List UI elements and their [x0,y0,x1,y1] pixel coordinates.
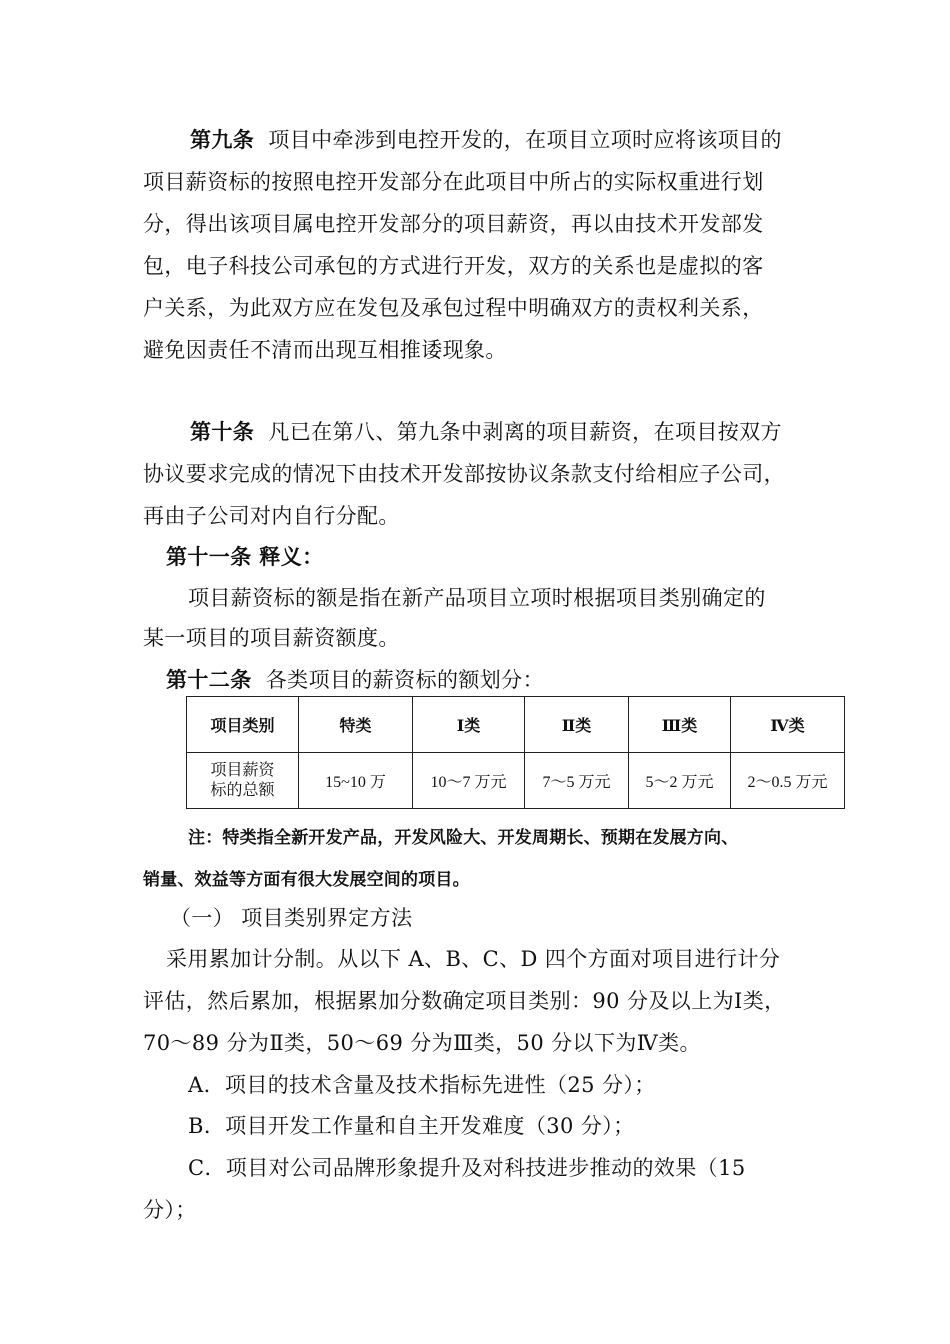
section-1-line-3: 70～89 分为Ⅱ类，50～69 分为Ⅲ类，50 分以下为Ⅳ类。 [143,1031,701,1055]
section-1-line-1: 采用累加计分制。从以下 A、B、C、D 四个方面对项目进行计分 [166,947,781,971]
salary-category-table [186,696,845,809]
criteria-item-c-cont: 分）； [143,1198,197,1222]
note-line-2: 销量、效益等方面有很大发展空间的项目。 [143,870,470,890]
article-9-line-4: 包，电子科技公司承包的方式进行开发，双方的关系也是虚拟的客 [143,254,764,278]
table-row [187,753,845,809]
article-9-line-3: 分，得出该项目属电控开发部分的项目薪资，再以由技术开发部发 [143,212,764,236]
table-header-cell: Ⅲ类 [629,697,731,753]
section-1-line-2: 评估，然后累加，根据累加分数确定项目类别：90 分及以上为Ⅰ类， [143,989,786,1013]
table-header-row [187,697,845,753]
criteria-item-a: A．项目的技术含量及技术指标先进性（25 分）； [188,1073,656,1097]
article-9-line-1: 第九条 项目中牵涉到电控开发的，在项目立项时应将该项目的 [190,127,782,152]
table-cell: 5～2 万元 [629,753,731,809]
criteria-item-b: B．项目开发工作量和自主开发难度（30 分）； [188,1114,635,1138]
table-row-label: 项目薪资 标的总额 [187,753,299,809]
table-header-cell: Ⅳ类 [731,697,845,753]
criteria-item-c: C．项目对公司品牌形象提升及对科技进步推动的效果（15 [188,1156,746,1180]
article-10-line-1: 第十条 凡已在第八、第九条中剥离的项目薪资，在项目按双方 [190,419,782,444]
article-9-title: 第九条 [190,127,255,152]
article-11-title: 第十一条 释义： [166,544,324,569]
article-10-line-2: 协议要求完成的情况下由技术开发部按协议条款支付给相应子公司， [143,462,785,486]
article-12-title: 第十二条 [166,667,252,692]
article-10-line-3: 再由子公司对内自行分配。 [143,504,400,528]
table-header-cell: Ⅰ类 [413,697,525,753]
article-10-title: 第十条 [190,419,255,444]
article-9-line-5: 户关系，为此双方应在发包及承包过程中明确双方的责权利关系， [143,296,764,320]
table-header-cell: Ⅱ类 [525,697,629,753]
table-cell: 7～5 万元 [525,753,629,809]
note-line-1: 注：特类指全新开发产品，开发风险大、开发周期长、预期在发展方向、 [188,828,739,848]
article-11-line-2: 某一项目的项目薪资额度。 [143,626,400,650]
article-12-line: 第十二条 各类项目的薪资标的额划分： [166,667,544,692]
table-header-cell: 特类 [299,697,413,753]
table-cell: 15~10 万 [299,753,413,809]
section-1-heading: （一） 项目类别界定方法 [170,906,413,930]
article-11-line-1: 项目薪资标的额是指在新产品项目立项时根据项目类别确定的 [188,586,766,610]
table-cell: 2～0.5 万元 [731,753,845,809]
article-9-line-2: 项目薪资标的按照电控开发部分在此项目中所占的实际权重进行划 [143,170,764,194]
article-9-line-6: 避免因责任不清而出现互相推诿现象。 [143,338,507,362]
table-cell: 10～7 万元 [413,753,525,809]
table-header-cell: 项目类别 [187,697,299,753]
